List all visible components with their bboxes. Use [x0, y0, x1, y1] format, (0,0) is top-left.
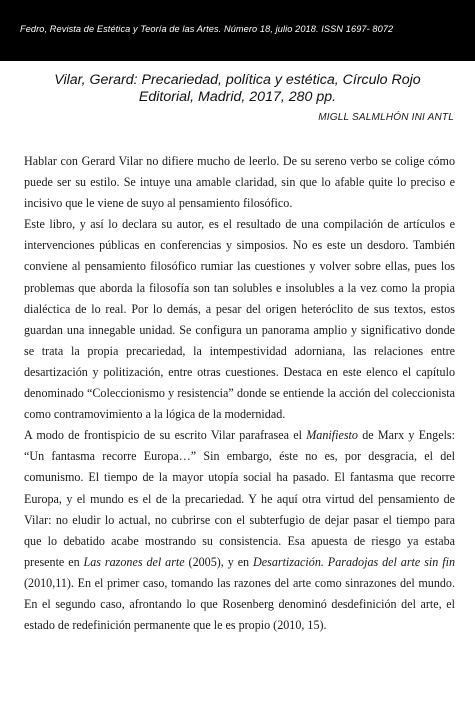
journal-running-head: Fedro, Revista de Estética y Teoría de las Artes. Número 18, julio 2018. ISSN 1697- 8072: [20, 24, 394, 34]
book-title-manifiesto: Manifiesto: [306, 428, 358, 443]
book-title-razones-del-arte: Las razones del arte: [83, 554, 185, 569]
paragraph-3-text-a: A modo de frontispicio de su escrito Vilar parafrasea el: [24, 428, 307, 443]
journal-header-band: [0, 0, 475, 61]
review-body: [24, 151, 455, 636]
paragraph-3: [24, 425, 455, 636]
paragraph-3-text-b: de Marx y Engels: “Un fantasma recorre Europa…” Sin embargo, éste no es, por desgracia, el del comunismo. El tiempo de la mayor utopía social ha pasado. El fantasma que recorre Europa, y el mundo es el de la precariedad. Y he aquí otra virtud del pensamiento de Vilar: no eludir lo actual, no cubrirse con el subterfugio de dejar pasar el tiempo para que lo debatido acabe mostrando su consistencia. Esa apuesta de riesgo ya estaba presente en: [24, 428, 455, 569]
paragraph-3-text-d: (2010,11). En el primer caso, tomando las razones del arte como sinrazones del mundo. En el segundo caso, afrontando lo que Rosenberg denominó desdefinición del arte, el estado de redefinición permanente que le es propio (2010, 15).: [24, 575, 455, 633]
paragraph-2: Este libro, y así lo declara su autor, es el resultado de una compilación de artículos e intervenciones públicas en conferencias y simposios. No es este un desdoro. También conviene al pensamiento filosófico rumiar las cuestiones y volver sobre ellas, pues los problemas que aborda la filosofía son tan solubles e insolubles a la vez como la propia dialéctica de lo real. Por lo demás, a pesar del origen heteróclito de sus textos, estos guardan una innegable unidad. Se configura un panorama amplio y significativo donde se trata la propia precariedad, la intempestividad adorniana, las relaciones entre desartización y politización, entre otras cuestiones. Destaca en este elenco el capítulo denominado “Coleccionismo y resistencia” donde se entiende la acción del coleccionista como contramovimiento a la lógica de la modernidad.: [24, 217, 455, 422]
review-author: MIGLL SALMLHÓN INI ANTL: [318, 112, 454, 123]
review-title: [20, 72, 455, 106]
review-title-line-2: Editorial, Madrid, 2017, 280 pp.: [138, 89, 337, 105]
paragraph-3-text-c: (2005), y en: [184, 554, 254, 569]
paragraph-1: Hablar con Gerard Vilar no difiere mucho de leerlo. De su sereno verbo se colige cómo puede ser su estilo. Se intuye una amable claridad, sin que lo afable quite lo preciso e incisivo que le viene de suyo al pensamiento filosófico.: [24, 154, 455, 211]
review-title-line-1: Vilar, Gerard: Precariedad, política y estética, Círculo Rojo: [54, 72, 421, 88]
book-title-desartizacion: Desartización. Paradojas del arte sin fin: [253, 554, 455, 569]
